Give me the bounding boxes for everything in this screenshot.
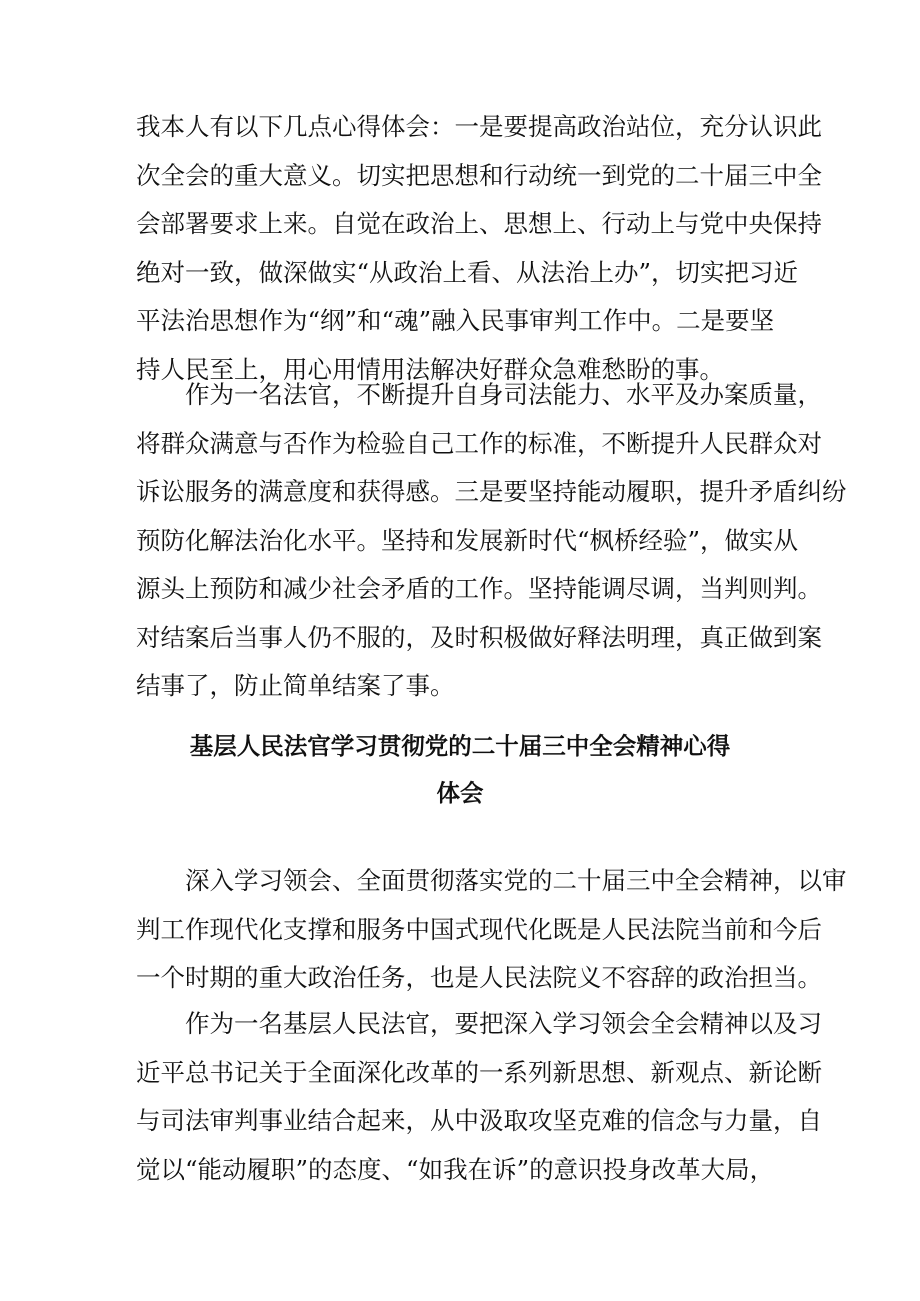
- title-line: 基层人民法官学习贯彻党的二十届三中全会精神心得: [189, 732, 731, 760]
- paragraph-line: 绝对一致，做深做实“从政治上看、从法治上办”，切实把习近: [136, 257, 799, 287]
- paragraph-line: 我本人有以下几点心得体会：一是要提高政治站位，充分认识此: [136, 112, 822, 141]
- paragraph-3: [136, 857, 847, 1003]
- paragraph-line: 一个时期的重大政治任务，也是人民法院义不容辞的政治担当。: [136, 963, 822, 992]
- title-line: 体会: [436, 779, 484, 807]
- paragraph-line: 近平总书记关于全面深化改革的一系列新思想、新观点、新论断: [136, 1057, 822, 1087]
- paragraph-line: 判工作现代化支撑和服务中国式现代化既是人民法院当前和今后: [136, 914, 822, 944]
- paragraph-line: 觉以“能动履职”的态度、“如我在诉”的意识投身改革大局，: [136, 1154, 775, 1184]
- paragraph-4: [136, 1000, 822, 1194]
- paragraph-line: 平法治思想作为“纲”和“魂”融入民事审判工作中。二是要坚: [136, 306, 775, 335]
- paragraph-line: 作为一名基层人民法官，要把深入学习领会全会精神以及习: [136, 1009, 822, 1038]
- paragraph-line: 会部署要求上来。自觉在政治上、思想上、行动上与党中央保持: [136, 209, 822, 238]
- paragraph-line: 诉讼服务的满意度和获得感。三是要坚持能动履职，提升矛盾纠纷: [136, 477, 847, 506]
- paragraph-line: 结事了，防止简单结案了事。: [136, 671, 455, 700]
- paragraph-line: 持人民至上，用心用情用法解决好群众急难愁盼的事。: [136, 354, 724, 384]
- paragraph-line: 将群众满意与否作为检验自己工作的标准，不断提升人民群众对: [136, 428, 822, 458]
- paragraph-line: 深入学习领会、全面贯彻落实党的二十届三中全会精神，以审: [136, 866, 847, 895]
- paragraph-line: 预防化解法治化水平。坚持和发展新时代“枫桥经验”，做实从: [136, 525, 799, 555]
- paragraph-1: [136, 103, 822, 394]
- paragraph-line: 对结案后当事人仍不服的，及时积极做好释法明理，真正做到案: [136, 622, 822, 652]
- paragraph-2: [136, 371, 847, 711]
- paragraph-line: 作为一名法官，不断提升自身司法能力、水平及办案质量，: [136, 380, 822, 409]
- paragraph-line: 与司法审判事业结合起来，从中汲取攻坚克难的信念与力量，自: [136, 1106, 822, 1135]
- paragraph-line: 源头上预防和减少社会矛盾的工作。坚持能调尽调，当判则判。: [136, 574, 822, 603]
- article-title: [0, 723, 920, 817]
- paragraph-line: 次全会的重大意义。切实把思想和行动统一到党的二十届三中全: [136, 160, 822, 190]
